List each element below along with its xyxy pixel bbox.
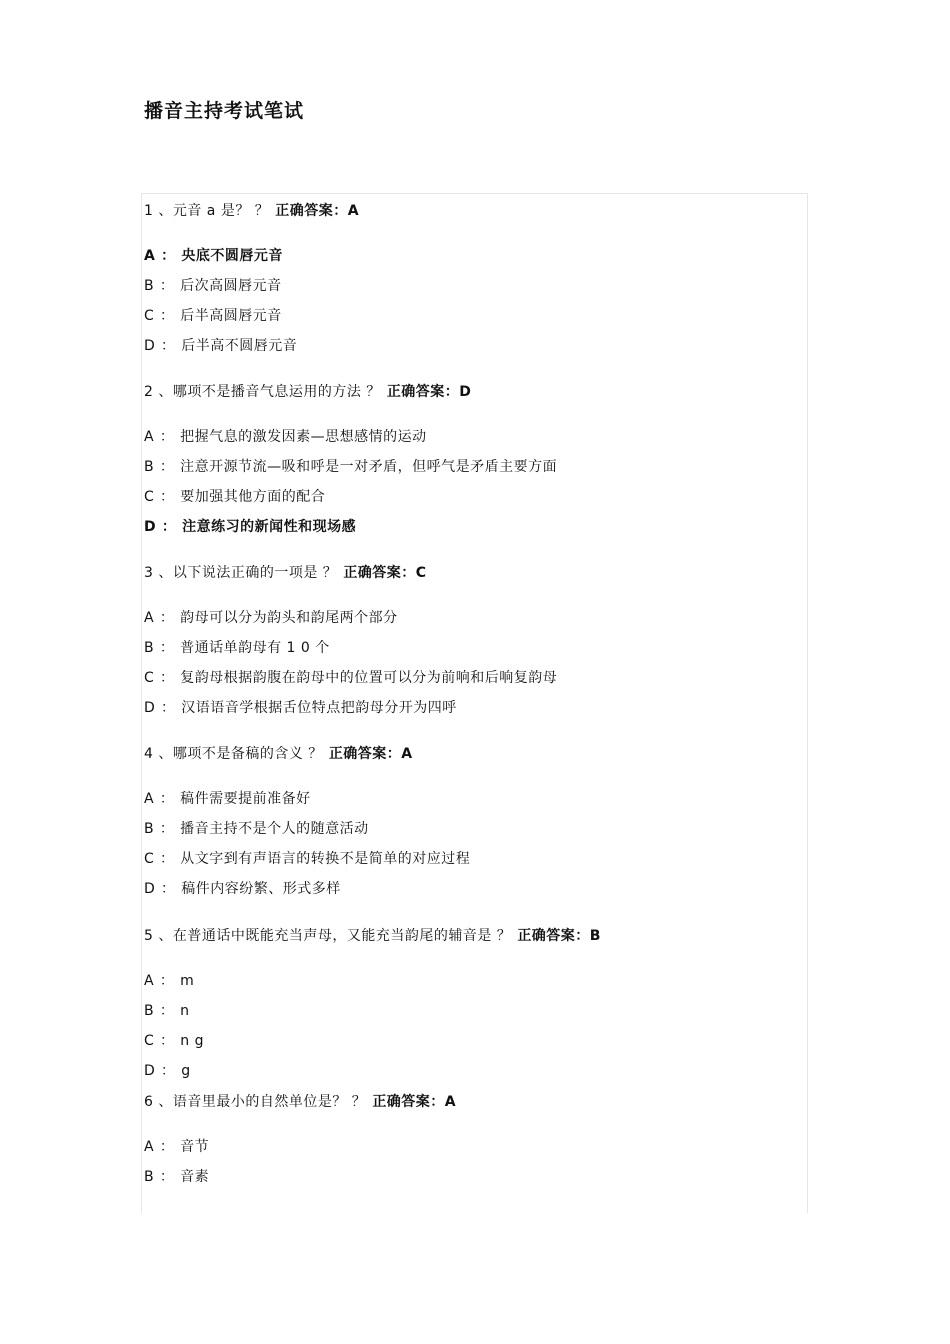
- question-4: [144, 743, 413, 765]
- option-d: [144, 878, 341, 900]
- question-1: [144, 200, 359, 222]
- option-text: n g: [180, 1033, 204, 1049]
- option-text: n: [180, 1003, 190, 1019]
- option-separator: ：: [161, 1063, 176, 1079]
- option-text: 音素: [180, 1169, 210, 1185]
- option-label: A: [144, 791, 155, 807]
- option-separator: ：: [159, 640, 175, 656]
- option-separator: ：: [159, 278, 175, 294]
- option-separator: ：: [159, 1139, 175, 1155]
- option-b: [144, 637, 330, 659]
- option-separator: ：: [160, 489, 175, 505]
- option-c: [144, 1030, 204, 1052]
- option-text: g: [181, 1063, 191, 1079]
- question-text: 2 、哪项不是播音气息运用的方法 ？: [144, 384, 381, 400]
- option-label: C: [144, 308, 155, 324]
- question-text: 4 、哪项不是备稿的含义 ？: [144, 746, 323, 762]
- option-a: [144, 788, 311, 810]
- option-separator: ：: [161, 700, 176, 716]
- option-b: [144, 818, 369, 840]
- option-text: 后半高圆唇元音: [180, 308, 282, 324]
- option-d: [144, 516, 356, 538]
- option-d: [144, 335, 297, 357]
- option-label: A: [144, 429, 155, 445]
- option-label: D: [144, 519, 157, 535]
- option-label: C: [144, 1033, 155, 1049]
- option-label: B: [144, 278, 155, 294]
- option-label: B: [144, 1003, 155, 1019]
- option-label: A: [144, 1139, 155, 1155]
- option-text: 稿件内容纷繁、形式多样: [181, 881, 341, 897]
- option-text: 后半高不圆唇元音: [181, 338, 298, 354]
- option-label: B: [144, 640, 155, 656]
- option-text: 央底不圆唇元音: [181, 248, 283, 264]
- option-label: B: [144, 459, 155, 475]
- option-a: [144, 426, 427, 448]
- question-text: 1 、元音 a 是？ ？: [144, 203, 270, 219]
- option-label: C: [144, 489, 155, 505]
- option-separator: ：: [159, 459, 175, 475]
- option-d: [144, 697, 457, 719]
- option-c: [144, 486, 325, 508]
- option-d: [144, 1060, 191, 1082]
- option-separator: ：: [159, 821, 175, 837]
- option-b: [144, 1000, 189, 1022]
- option-c: [144, 848, 470, 870]
- option-c: [144, 667, 557, 689]
- option-separator: ：: [161, 338, 176, 354]
- option-text: 把握气息的激发因素—思想感情的运动: [180, 429, 427, 445]
- correct-answer: 正确答案：A: [275, 203, 360, 219]
- option-text: 后次高圆唇元音: [180, 278, 282, 294]
- correct-answer: 正确答案：A: [372, 1094, 457, 1110]
- correct-answer: 正确答案：D: [386, 384, 472, 400]
- option-label: C: [144, 851, 155, 867]
- option-label: A: [144, 248, 156, 264]
- option-separator: ：: [159, 1169, 175, 1185]
- option-text: 稿件需要提前准备好: [180, 791, 311, 807]
- option-separator: ：: [159, 1003, 175, 1019]
- option-text: 复韵母根据韵腹在韵母中的位置可以分为前响和后响复韵母: [180, 670, 558, 686]
- question-text: 6 、语音里最小的自然单位是？ ？: [144, 1094, 367, 1110]
- option-separator: ：: [160, 1033, 175, 1049]
- option-separator: ：: [161, 519, 177, 535]
- option-label: D: [144, 1063, 156, 1079]
- question-text: 3 、以下说法正确的一项是 ？: [144, 565, 338, 581]
- option-label: A: [144, 610, 155, 626]
- question-5: [144, 925, 601, 947]
- option-separator: ：: [160, 851, 175, 867]
- option-text: m: [180, 973, 195, 989]
- option-text: 播音主持不是个人的随意活动: [180, 821, 369, 837]
- option-label: D: [144, 881, 156, 897]
- option-a: [144, 1136, 209, 1158]
- option-separator: ：: [161, 248, 176, 264]
- option-text: 音节: [180, 1139, 210, 1155]
- option-text: 注意练习的新闻性和现场感: [182, 519, 357, 535]
- question-2: [144, 381, 471, 403]
- option-label: D: [144, 338, 156, 354]
- option-a: [144, 607, 398, 629]
- option-separator: ：: [160, 308, 175, 324]
- option-separator: ：: [161, 881, 176, 897]
- option-label: D: [144, 700, 156, 716]
- option-a: [144, 970, 194, 992]
- option-separator: ：: [159, 429, 175, 445]
- document-title: 播音主持考试笔试: [144, 100, 305, 122]
- option-label: B: [144, 1169, 155, 1185]
- option-separator: ：: [159, 973, 175, 989]
- question-6: [144, 1091, 456, 1113]
- option-a: [144, 245, 283, 267]
- option-label: C: [144, 670, 155, 686]
- option-separator: ：: [160, 670, 175, 686]
- option-text: 注意开源节流—吸和呼是一对矛盾，但呼气是矛盾主要方面: [180, 459, 558, 475]
- correct-answer: 正确答案：B: [517, 928, 601, 944]
- option-label: A: [144, 973, 155, 989]
- option-separator: ：: [159, 791, 175, 807]
- correct-answer: 正确答案：C: [343, 565, 427, 581]
- question-3: [144, 562, 427, 584]
- correct-answer: 正确答案：A: [328, 746, 413, 762]
- option-b: [144, 456, 557, 478]
- option-separator: ：: [159, 610, 175, 626]
- option-text: 韵母可以分为韵头和韵尾两个部分: [180, 610, 398, 626]
- question-text: 5 、在普通话中既能充当声母，又能充当韵尾的辅音是 ？: [144, 928, 512, 944]
- option-c: [144, 305, 282, 327]
- option-label: B: [144, 821, 155, 837]
- option-b: [144, 275, 282, 297]
- option-b: [144, 1166, 209, 1188]
- option-text: 汉语语音学根据舌位特点把韵母分开为四呼: [181, 700, 457, 716]
- option-text: 普通话单韵母有 1 0 个: [180, 640, 330, 656]
- option-text: 要加强其他方面的配合: [180, 489, 326, 505]
- option-text: 从文字到有声语言的转换不是简单的对应过程: [180, 851, 471, 867]
